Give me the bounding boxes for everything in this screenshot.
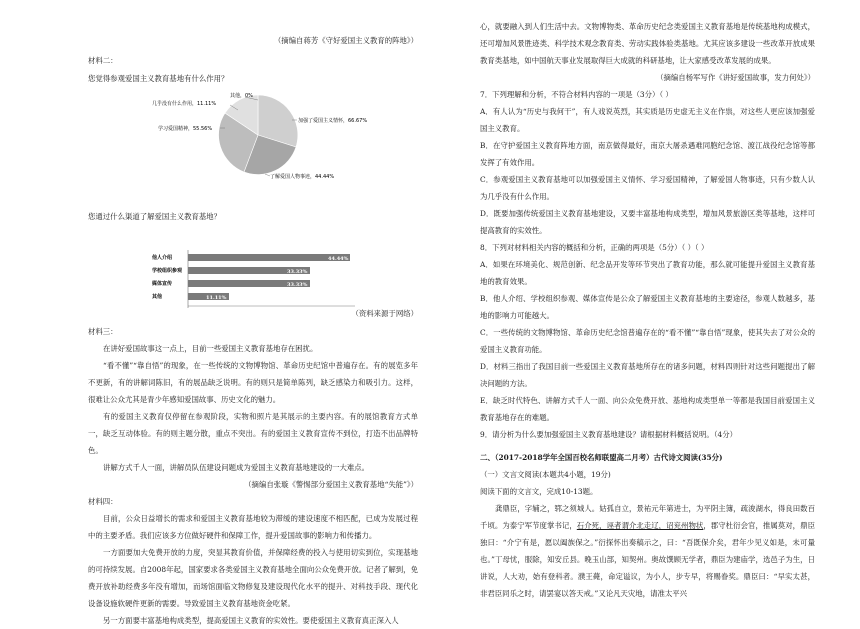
question-7-option-a: A．有人认为“历史与我何干”，有人戏说英烈，其实质是历史虚无主义在作祟，对这些人更应该加强爱国主义教育。 (480, 107, 815, 133)
material-4-para-1: 目前，公众日益增长的需求和爱国主义教育基地较为滞缓的建设速度不相匹配，已成为发展过程中的主要矛盾。我们应该多方位做好硬件和保障工作，提升爱国故事的影响力和传播力。 (88, 514, 418, 540)
material-4-title: 材料四： (88, 497, 118, 506)
question-8-option-d: D．材料三指出了我国目前一些爱国主义教育基地所存在的诸多问题，材料四则针对这些问题提出了解决问题的方法。 (480, 362, 815, 388)
material-3-para-3: 有的爱国主义教育仅停留在参观阶段，实物和照片是其展示的主要内容。有的展馆教育方式单一，缺乏互动体验。有的则主题分散，重点不突出。有的爱国主义教育宣传不到位，打造不出品牌特色。 (88, 412, 418, 455)
bar-label-other: 其他 (152, 294, 163, 300)
question-7-option-d: D．既要加强传统爱国主义教育基地建设，又要丰富基地构成类型，增加风景旅游区类等基地，这样可提高教育的实效性。 (480, 209, 815, 235)
bar-value-others-intro: 44.44% (328, 256, 349, 262)
subsection-heading: （一）文言文阅读(本题共4小题，19分) (480, 470, 611, 479)
question-8: 8．下列对材料相关内容的概括和分析，正确的两项是（5分）（ ）（ ） (480, 243, 709, 252)
material-3-para-1: 在讲好爱国故事这一点上，目前一些爱国主义教育基地存在困扰。 (103, 344, 318, 353)
bar-value-media: 33.33% (287, 282, 308, 288)
reading-instruction: 阅读下面的文言文，完成10-13题。 (480, 487, 598, 496)
bar-chart-channels (150, 250, 360, 310)
section-2-heading: 二、（2017-2018学年全国百校名师联盟高二月考）古代诗文阅读(35分) (480, 453, 723, 462)
classical-text-para (480, 500, 815, 602)
question-8-option-c: C．一些传统的文物博物馆、革命历史纪念馆普遍存在的“看不懂”“靠自悟”现象，使其失去了对公众的爱国主义教育功能。 (480, 328, 815, 354)
left-column (88, 0, 418, 87)
question-7-option-b: B．在守护爱国主义教育阵地方面，南京做得最好，南京大屠杀遇难同胞纪念馆、渡江战役纪念馆等都发挥了有效作用。 (480, 141, 815, 167)
material-4-continuation: 心，就要融入到人们生活中去。文物博物类、革命历史纪念类爱国主义教育基地是传统基地构成模式，还可增加风景胜迹类、科学技术观念教育类、劳动实践体验类基地。尤其应该多建设一些改革开放成果教育类基地，如中国航天事业发展取得巨大成就的科研基地，让大家感受改革发展的成果。 (480, 22, 815, 65)
bar-label-media: 媒体宣传 (152, 281, 173, 287)
chart1-question: 您觉得参观爱国主义教育基地有什么作用？ (88, 74, 229, 83)
source-citation-1: （摘编自蒋芳《守好爱国主义教育的阵地》） (273, 36, 418, 45)
classical-text-underlined: 石介死，诬者谓介北走辽，诏兖州物状 (576, 521, 704, 530)
pie-label-patriotic-feeling: 加强了爱国主义情怀，66.67% (298, 118, 368, 124)
material-2-title: 材料二： (88, 56, 118, 65)
source-citation-4: （摘编自杨军写作《讲好爱国故事，发力何处》） (656, 73, 815, 82)
pie-label-no-effect: 几乎没有什么作用，11.11% (152, 101, 217, 107)
question-8-option-b: B．他人介绍、学校组织参观、媒体宣传是公众了解爱国主义教育基地的主要途径，参观人数越多，基地的影响力可能越大。 (480, 294, 815, 320)
question-7-option-c: C．参观爱国主义教育基地可以加强爱国主义情怀、学习爱国精神，了解爱国人物事迹，只有少数人认为几乎没有什么作用。 (480, 175, 815, 201)
right-column (480, 18, 815, 602)
material-4-para-2: 一方面要加大免费开放的力度，突显其教育价值，并保障经费的投入与使用切实到位，实现基地的可持续发展。自2008年起，国家要求各类爱国主义教育基地全面向公众免费开放。记者了解到，免费开放补助经费多年没有增加，而场馆面临文物修复及建设现代化水平的提升、对科技手段、现代化设备设施软硬件更新的需要。导致爱国主义教育基地资金吃紧。 (88, 548, 418, 608)
material-3-para-2: “看不懂”“靠自悟”的现象，在一些传统的文物博物馆、革命历史纪馆中普遍存在。有的展览多年不更新，有的讲解词陈旧，有的展品缺乏说明。有的则只是简单陈列，缺乏感染力和吸引力。这样，很难让公众尤其是青少年感知爱国故事、历史文化的魅力。 (88, 361, 418, 404)
bar-others-intro (188, 254, 350, 261)
bar-label-school: 学校组织参观 (152, 268, 183, 274)
material-3-title: 材料三： (88, 327, 118, 336)
bar-label-others-intro: 他人介绍 (152, 255, 173, 261)
source-citation-2: （资料来源于网络） (351, 309, 418, 318)
classical-text-part-1: 龚鼎臣，字辅之，郓之须城人。姑孤自立，景祐元年第进士，为平阴主簿，疏浚湖水，得良田数百千顷。为泰宁军节度掌书记， (480, 504, 815, 530)
question-8-option-a: A．如果在环境美化、规范创新、纪念品开发等环节突出了教育功能，那么就可能提升爱国主义教育基地的教育效果。 (480, 260, 815, 286)
material-3-para-4: 讲解方式千人一面，讲解员队伍建设问题成为爱国主义教育基地建设的一大难点。 (103, 463, 370, 472)
classical-text-part-2: ，郡守杜衍会官，推属莫对，鼎臣独曰：“介宁有是，愿以阖族保之。”衍探怀出奏稿示之，曰：“吾既保介矣，君年少见义如是，未可量也。”丁母忧，服除，知安丘县。晚玉山部，知契州。奥故馔顾无学者，鼎臣为建庙学，选邑子为生，日讲说，人大劝，始有登科者。濮王薨，命定谥议，为小人，步专早，将赐眷奖。鼎臣曰：“早实太甚，非君臣同乐之时，请罢宴以答天戒。”又论凡天灾地，请准太平兴 (480, 521, 815, 598)
material-4-para-3: 另一方面要丰富基地构成类型，提高爱国主义教育的实效性。要使爱国主义教育真正深入人 (103, 616, 399, 625)
pie-chart-purpose (150, 80, 380, 190)
question-7: 7．下列理解和分析，不符合材料内容的一项是（3分）（ ） (480, 90, 673, 99)
pie-label-patriot-stories: 了解爱国人物事迹，44.44% (270, 174, 335, 180)
question-9: 9．请分析为什么要加强爱国主义教育基地建设？请根据材料概括说明。（4分） (480, 430, 737, 439)
pie-label-other: 其他，0% (230, 93, 253, 99)
pie-label-learn-spirit: 学习爱国精神，55.56% (158, 126, 213, 132)
chart2-question-wrap (88, 208, 418, 225)
question-8-option-e: E．缺乏时代特色、讲解方式千人一面、向公众免费开放、基地构成类型单一等都是我国目前爱国主义教育基地存在的难题。 (480, 396, 815, 422)
bar-value-school: 33.33% (287, 269, 308, 275)
bar-value-other: 11.11% (206, 295, 227, 301)
left-column-lower (88, 305, 418, 629)
chart2-question: 您通过什么渠道了解爱国主义教育基地？ (88, 212, 222, 221)
source-citation-3: （摘编自张璇《警惕部分爱国主义教育基地“失能”》） (244, 480, 418, 489)
